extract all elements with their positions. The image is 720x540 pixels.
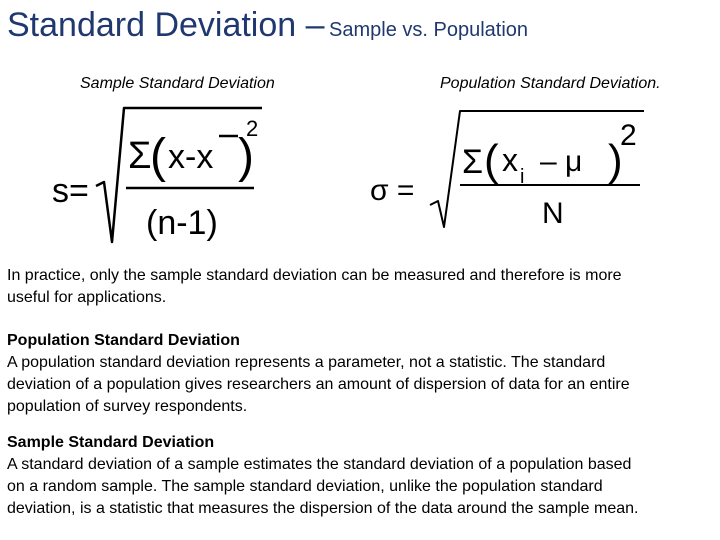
- sample-lhs: s=: [52, 172, 89, 210]
- title-main: Standard Deviation –: [7, 6, 325, 44]
- minus-mu: – μ: [540, 145, 583, 178]
- sample-caption: Sample Standard Deviation: [80, 75, 275, 92]
- numerator-expression: x-x: [168, 138, 214, 176]
- population-formula: [368, 105, 658, 240]
- sigma-symbol: Σ: [128, 135, 152, 177]
- denominator: N: [542, 197, 564, 230]
- population-lhs: σ =: [370, 174, 415, 207]
- paren-open: (: [150, 130, 166, 183]
- page-title: [7, 6, 528, 45]
- text-line: A population standard deviation represents a parameter, not a statistic. The standard: [7, 354, 606, 371]
- text-line: population of survey respondents.: [7, 398, 248, 415]
- title-sub: Sample vs. Population: [329, 19, 529, 41]
- paren-close: ): [238, 130, 254, 183]
- sample-formula: [50, 100, 270, 255]
- exponent: 2: [246, 116, 259, 141]
- text-line: on a random sample. The sample standard deviation, unlike the population standard: [7, 478, 603, 495]
- paren-open: (: [484, 136, 499, 185]
- text-line: useful for applications.: [7, 289, 167, 306]
- paren-close: ): [608, 136, 623, 185]
- text-line: A standard deviation of a sample estimates the standard deviation of a population based: [7, 456, 632, 473]
- text-line: In practice, only the sample standard deviation can be measured and therefore is more: [7, 267, 622, 284]
- denominator: (n-1): [146, 204, 218, 242]
- subscript-i: i: [520, 166, 525, 188]
- text-line: deviation, is a statistic that measures the dispersion of the data around the sample mean.: [7, 500, 639, 517]
- population-caption: Population Standard Deviation.: [440, 75, 661, 92]
- sample-heading: Sample Standard Deviation: [7, 434, 215, 451]
- intro-paragraph: [7, 265, 719, 309]
- variable-x: x: [502, 142, 518, 178]
- sigma-symbol: Σ: [462, 143, 484, 181]
- exponent: 2: [620, 119, 637, 152]
- text-line: deviation of a population gives researchers an amount of dispersion of data for an entire: [7, 376, 630, 393]
- sample-paragraph: [7, 432, 719, 520]
- population-paragraph: [7, 330, 719, 418]
- population-heading: Population Standard Deviation: [7, 332, 240, 349]
